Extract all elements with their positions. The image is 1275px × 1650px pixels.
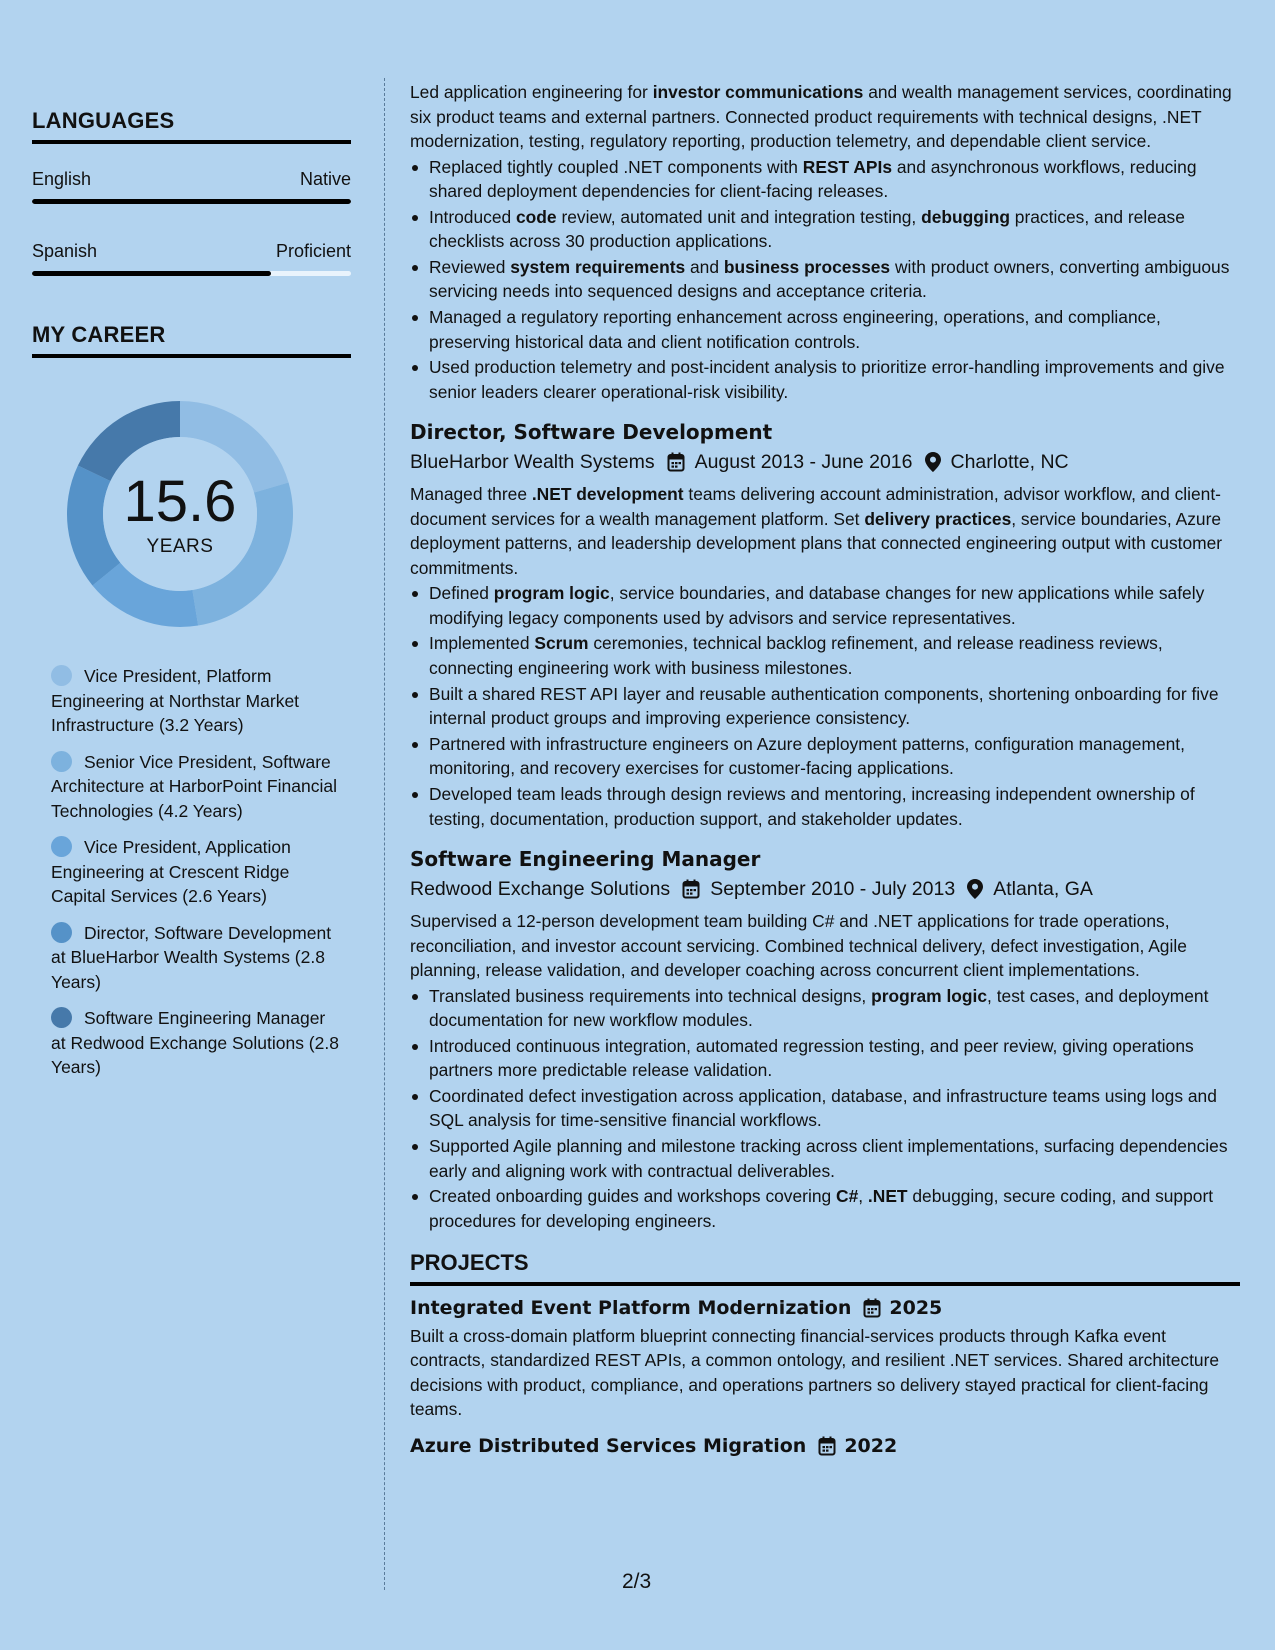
bullet-item: Introduced continuous integration, automated regression testing, and peer review, giving operations partners more predictable release validation. bbox=[410, 1034, 1240, 1083]
calendar-icon bbox=[863, 1298, 881, 1318]
legend-label: Software Engineering Manager at Redwood Exchange Solutions (2.8 Years) bbox=[51, 1008, 339, 1077]
project-entry bbox=[410, 1432, 1240, 1460]
projects-title: PROJECTS bbox=[410, 1251, 1240, 1286]
job-company: BlueHarbor Wealth Systems bbox=[410, 451, 655, 474]
bullet-item: Created onboarding guides and workshops covering C#, .NET debugging, secure coding, and support procedures for developing engineers. bbox=[410, 1184, 1240, 1233]
language-name: English bbox=[32, 169, 92, 189]
page-number: 2/3 bbox=[622, 1570, 652, 1593]
legend-label: Director, Software Development at BlueHarbor Wealth Systems (2.8 Years) bbox=[51, 922, 332, 992]
job-entry bbox=[410, 418, 1240, 831]
career-total: 15.6 bbox=[123, 469, 237, 534]
career-legend-item bbox=[51, 750, 341, 824]
legend-dot-icon bbox=[51, 922, 72, 943]
calendar-icon bbox=[682, 879, 700, 899]
project-description: Built a cross-domain platform blueprint connecting financial-services products through Kafka event contracts, standardized REST APIs, a common ontology, and resilient .NET services. Shared architecture decisions with product, compliance, and operations partners so delivery stayed practical for client-facing teams. bbox=[410, 1325, 1220, 1420]
language-bar bbox=[32, 199, 351, 204]
language-level: Native bbox=[299, 169, 351, 189]
main-content bbox=[410, 80, 1240, 1460]
legend-dot-icon bbox=[51, 1007, 72, 1028]
career-legend-item bbox=[51, 835, 341, 909]
project-title-row bbox=[410, 1432, 1240, 1460]
project-title-row bbox=[410, 1294, 1240, 1322]
bullet-item: Partnered with infrastructure engineers on Azure deployment patterns, configuration management, monitoring, and recovery exercises for customer-facing applications. bbox=[410, 732, 1240, 781]
job-bullets bbox=[410, 984, 1240, 1234]
column-divider bbox=[384, 78, 385, 1590]
legend-dot-icon bbox=[51, 836, 72, 857]
donut-center bbox=[66, 400, 294, 628]
bullet-item: Coordinated defect investigation across application, database, and infrastructure teams using logs and SQL analysis for time-sensitive financial workflows. bbox=[410, 1084, 1240, 1133]
bullet-item: Used production telemetry and post-incident analysis to prioritize error-handling improvements and give senior leaders clearer operational-risk visibility. bbox=[410, 355, 1240, 404]
legend-label: Vice President, Application Engineering at Crescent Ridge Capital Services (2.6 Years) bbox=[51, 837, 291, 906]
bullet-item: Implemented Scrum ceremonies, technical backlog refinement, and release readiness reviews, connecting engineering work with business milestones. bbox=[410, 631, 1240, 680]
career-donut-chart bbox=[66, 400, 294, 628]
intro-summary: Led application engineering for investor communications and wealth management services, coordinating six product teams and external partners. Connected product requirements with technical designs, .NET modernization, testing, regulatory reporting, production telemetry, and dependable client service. bbox=[410, 82, 1232, 151]
language-bar-fill bbox=[32, 199, 351, 204]
job-meta bbox=[410, 875, 1240, 903]
calendar-icon bbox=[667, 452, 685, 472]
language-bar-fill bbox=[32, 271, 271, 276]
job-location: Atlanta, GA bbox=[993, 878, 1093, 900]
sidebar bbox=[32, 108, 351, 1092]
job-location: Charlotte, NC bbox=[950, 451, 1069, 474]
location-pin-icon bbox=[967, 879, 983, 899]
job-dates: September 2010 - July 2013 bbox=[710, 878, 956, 900]
intro-bullets bbox=[410, 155, 1240, 405]
bullet-item: Managed a regulatory reporting enhancement across engineering, operations, and compliance, preserving historical data and client notification controls. bbox=[410, 305, 1240, 354]
bullet-item: Defined program logic, service boundaries, and database changes for new applications while safely modifying legacy components used by advisors and service representatives. bbox=[410, 581, 1240, 630]
languages-title: LANGUAGES bbox=[32, 108, 351, 144]
career-legend bbox=[51, 664, 341, 1080]
job-dates: August 2013 - June 2016 bbox=[694, 451, 913, 474]
project-entry bbox=[410, 1294, 1240, 1422]
legend-label: Vice President, Platform Engineering at Northstar Market Infrastructure (3.2 Years) bbox=[51, 666, 300, 735]
location-pin-icon bbox=[925, 452, 941, 472]
language-level: Proficient bbox=[275, 241, 351, 261]
job-bullets bbox=[410, 581, 1240, 831]
career-legend-item bbox=[51, 1006, 341, 1080]
job-meta bbox=[410, 448, 1240, 476]
bullet-item: Translated business requirements into technical designs, program logic, test cases, and deployment documentation for new workflow modules. bbox=[410, 984, 1240, 1033]
language-name: Spanish bbox=[32, 241, 98, 261]
career-title: MY CAREER bbox=[32, 322, 351, 358]
job-entry bbox=[410, 845, 1240, 1233]
project-name: Azure Distributed Services Migration bbox=[410, 1434, 807, 1457]
bullet-item: Replaced tightly coupled .NET components with REST APIs and asynchronous workflows, reducing shared deployment dependencies for client-facing releases. bbox=[410, 155, 1240, 204]
job-summary: Managed three .NET development teams delivering account administration, advisor workflow, and client-document services for a wealth management platform. Set delivery practices, service boundaries, Azure deployment patterns, and leadership development plans that connected engineering output with customer commitments. bbox=[410, 484, 1223, 578]
bullet-item: Introduced code review, automated unit and integration testing, debugging practices, and release checklists across 30 production applications. bbox=[410, 205, 1240, 254]
legend-dot-icon bbox=[51, 665, 72, 686]
job-title: Software Engineering Manager bbox=[410, 847, 761, 871]
job-company: Redwood Exchange Solutions bbox=[410, 878, 671, 900]
bullet-item: Built a shared REST API layer and reusable authentication components, shortening onboarding for five internal product groups and improving experience consistency. bbox=[410, 682, 1240, 731]
project-year: 2025 bbox=[889, 1296, 943, 1319]
language-bar bbox=[32, 271, 351, 276]
languages-list bbox=[32, 168, 351, 276]
bullet-item: Developed team leads through design reviews and mentoring, increasing independent ownership of testing, documentation, production support, and stakeholder updates. bbox=[410, 782, 1240, 831]
career-legend-item bbox=[51, 664, 341, 738]
legend-dot-icon bbox=[51, 751, 72, 772]
legend-label: Senior Vice President, Software Architecture at HarborPoint Financial Technologies (4.2 Years) bbox=[51, 751, 337, 821]
bullet-item: Reviewed system requirements and business processes with product owners, converting ambiguous servicing needs into sequenced designs and acceptance criteria. bbox=[410, 255, 1240, 304]
language-item bbox=[32, 168, 351, 204]
project-year: 2022 bbox=[844, 1434, 898, 1457]
job-title: Director, Software Development bbox=[410, 420, 773, 445]
calendar-icon bbox=[818, 1436, 836, 1456]
job-summary: Supervised a 12-person development team building C# and .NET applications for trade operations, reconciliation, and investor account servicing. Combined technical delivery, defect investigation, Agile planning, release validation, and developer coaching across concurrent client implementations. bbox=[410, 911, 1187, 980]
project-name: Integrated Event Platform Modernization bbox=[410, 1296, 852, 1319]
bullet-item: Supported Agile planning and milestone tracking across client implementations, surfacing dependencies early and aligning work with contractual deliverables. bbox=[410, 1134, 1240, 1183]
language-item bbox=[32, 240, 351, 276]
career-legend-item bbox=[51, 921, 341, 995]
career-total-label: YEARS bbox=[146, 536, 214, 557]
